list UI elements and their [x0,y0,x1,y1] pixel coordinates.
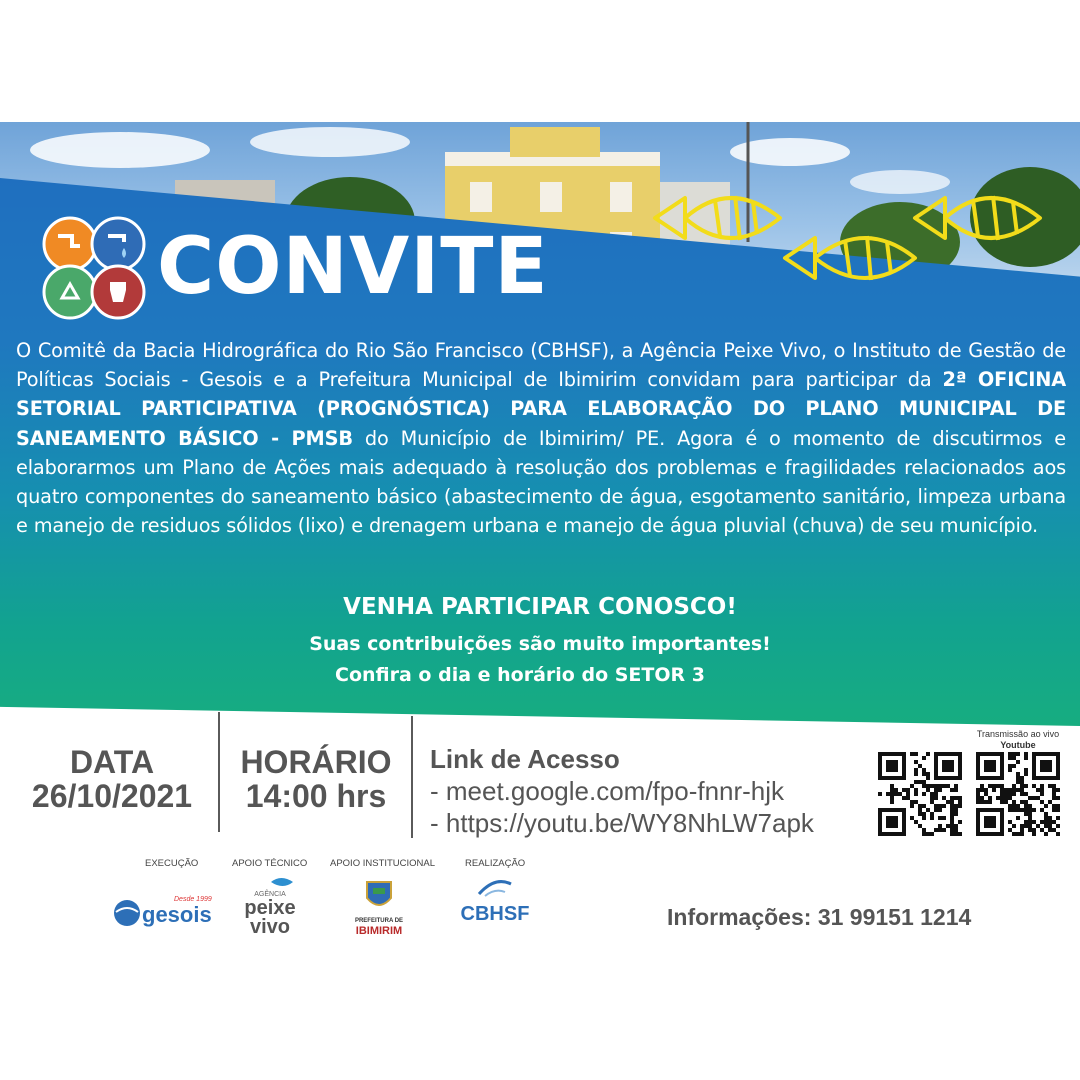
cbhsf-logo [455,878,535,934]
execution-label: EXECUÇÃO [145,858,199,869]
time-block [226,745,406,813]
ibimirim-logo [348,878,410,942]
time-value: 14:00 hrs [245,778,387,814]
cbhsf-name: CBHSF [460,903,530,925]
ibimirim-crest-icon [363,878,395,912]
youtube-link[interactable]: - https://youtu.be/WY8NhLW7apk [430,808,814,838]
peixe-agencia: AGÊNCIA [254,891,286,898]
institutional-support-label: APOIO INSTITUCIONAL [330,858,436,869]
call-to-action-subline: Suas contribuições são muito importantes! [309,633,771,655]
ibimirim-name: IBIMIRIM [355,925,403,937]
peixe-vivo-logo [235,876,305,938]
page-title: CONVITE [157,222,549,312]
ibimirim-prefeitura: PREFEITURA DE [354,918,404,924]
gesois-name: gesois [142,902,212,927]
access-links [430,743,814,839]
peixe-line1: peixe [244,897,296,919]
qr-caption-line1: Transmissão ao vivo [976,729,1060,739]
meet-link[interactable]: - meet.google.com/fpo-fnnr-hjk [430,776,785,806]
qr-code-meet-icon[interactable] [878,752,962,836]
contact-info: Informações: 31 99151 1214 [667,904,972,930]
gesois-globe-icon [112,898,142,928]
divider [411,716,413,838]
intro-text-end: do Município de Ibimirim/ PE. Agora é o momento de discutirmos e elaborarmos um Plano de Ações mais adequado à resolução dos problemas e fragilidades relacionados aos quatro componentes do saneamento básico (abastecimento de água, esgotamento sanitário, limpeza urbana e manejo de residuos sólidos (lixo) e drenagem urbana e manejo de água pluvial (chuva) de seu município. [16,426,1066,538]
fish-decoration-icon [645,178,1045,308]
qr-caption-line2: Youtube [1000,740,1036,750]
qr-caption [966,729,1070,751]
cbhsf-wave-icon [475,878,515,898]
call-to-action-heading: VENHA PARTICIPAR CONOSCO! [343,594,737,620]
sanitation-components-icon [40,214,148,322]
event-name: 2ª OFICINA SETORIAL PARTICIPATIVA (PROGNÓSTICA) PARA ELABORAÇÃO DO PLANO MUNICIPAL DE SANEAMENTO BÁSICO - PMSB [16,368,1067,450]
technical-support-label: APOIO TÉCNICO [232,858,308,869]
date-label: DATA [69,744,155,780]
link-title: Link de Acesso [430,744,620,774]
realization-label: REALIZAÇÃO [465,858,526,869]
peixe-fish-icon [269,876,297,888]
sector-notice: Confira o dia e horário do SETOR 3 [335,664,705,686]
gesois-since: Desde 1999 [174,896,212,903]
gesois-logo [112,890,217,936]
time-label: HORÁRIO [240,744,392,780]
divider [218,712,220,832]
intro-text-start: O Comitê da Bacia Hidrográfica do Rio São Francisco (CBHSF), a Agência Peixe Vivo, o Instituto de Gestão de Políticas Sociais - Gesois e a Prefeitura Municipal de Ibimirim convidam para participar da [16,339,1066,392]
peixe-line2: vivo [249,916,291,938]
invitation-text [16,336,1066,540]
qr-code-youtube-icon[interactable] [976,752,1060,836]
date-block [12,745,212,813]
date-value: 26/10/2021 [31,778,193,814]
